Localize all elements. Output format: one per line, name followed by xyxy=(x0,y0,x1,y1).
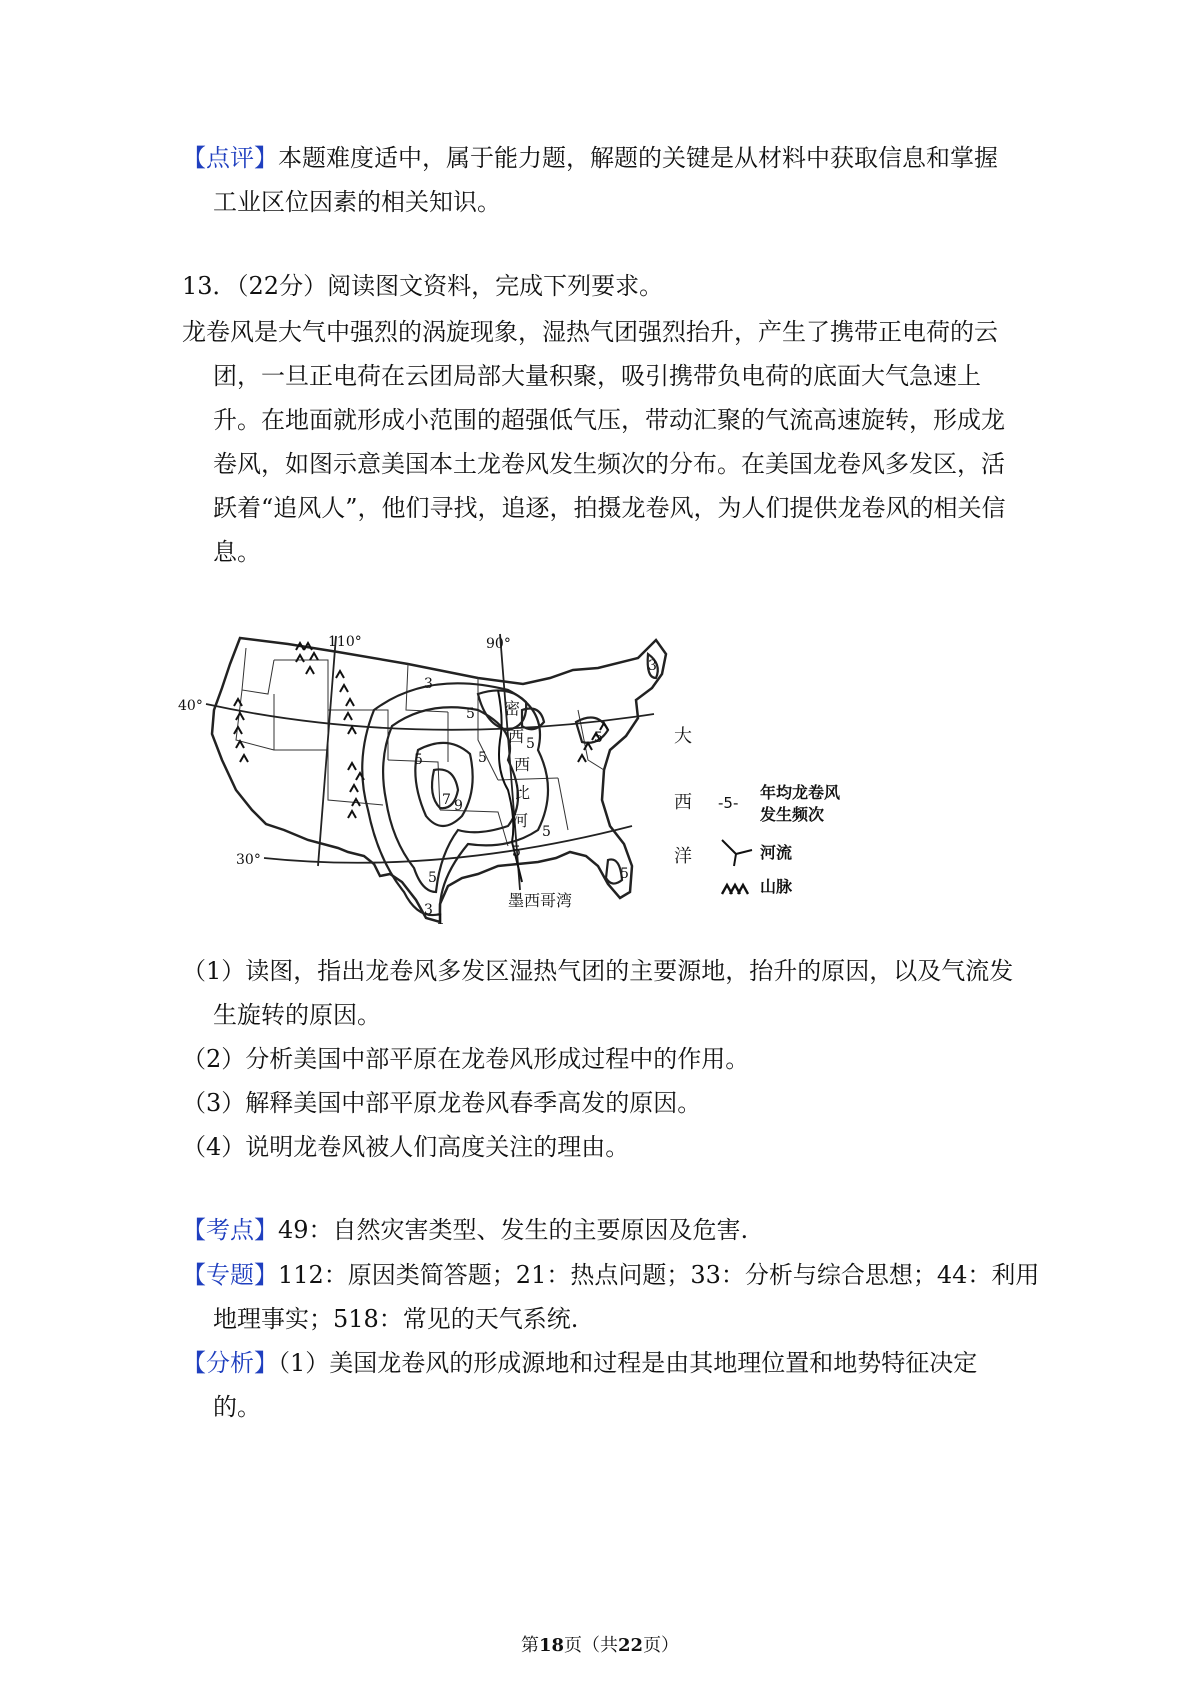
zhuanti-line-1 xyxy=(182,1259,1039,1291)
legend-mountain-label: 山脉 xyxy=(760,877,793,896)
fenxi-text: （1）美国龙卷风的形成源地和过程是由其地理位置和地势特征决定 xyxy=(278,1349,978,1377)
fenxi-tag: 【分析】 xyxy=(182,1349,278,1377)
river-char: 密 xyxy=(504,699,521,718)
subquestion-4: （4）说明龙卷风被人们高度关注的理由。 xyxy=(182,1133,630,1161)
footer-page-number: 18 xyxy=(538,1635,564,1656)
contour-label: 5 xyxy=(512,844,521,860)
contour-label: 1 xyxy=(436,912,445,928)
ocean-char: 洋 xyxy=(674,846,692,867)
question-para-line: 龙卷风是大气中强烈的涡旋现象，湿热气团强烈抬升，产生了携带正电荷的云 xyxy=(182,318,998,346)
contour-label: 3 xyxy=(424,902,433,918)
contour-label: 9 xyxy=(454,798,463,814)
page-footer xyxy=(0,1634,1200,1658)
map-legend xyxy=(718,783,841,896)
mountain-symbols xyxy=(234,643,608,818)
footer-pre: 第 xyxy=(520,1635,539,1656)
lon-110-label: 110° xyxy=(328,634,362,650)
subquestion-1-line-2: 生旋转的原因。 xyxy=(213,1001,381,1029)
frequency-contours xyxy=(362,654,658,915)
review-line-1 xyxy=(182,142,998,174)
contour-label: 7 xyxy=(442,792,451,808)
river-char: 西 xyxy=(514,755,531,774)
question-para-line: 跃着“追风人”，他们寻找，追逐，拍摄龙卷风，为人们提供龙卷风的相关信 xyxy=(213,494,1006,522)
review-tag: 【点评】 xyxy=(182,144,278,172)
contour-label: 5 xyxy=(542,824,551,840)
mississippi-label xyxy=(504,699,530,830)
river-char: 西 xyxy=(508,727,525,746)
question-para-line: 息。 xyxy=(213,538,261,566)
legend-freq-label-1: 年均龙卷风 xyxy=(760,783,841,802)
ocean-char: 大 xyxy=(674,726,692,747)
lon-90-label: 90° xyxy=(486,636,511,652)
meridian-110 xyxy=(318,636,336,866)
atlantic-label xyxy=(674,726,692,867)
tornado-frequency-map xyxy=(178,630,878,930)
question-para-line: 团，一旦正电荷在云团局部大量积聚，吸引携带负电荷的底面大气急速上 xyxy=(213,362,981,390)
contour-label: 5 xyxy=(478,750,487,766)
contour-label: 5 xyxy=(466,706,475,722)
lat-40-label: 40° xyxy=(178,698,203,714)
review-text: 本题难度适中，属于能力题，解题的关键是从材料中获取信息和掌握 xyxy=(278,144,998,172)
ocean-char: 西 xyxy=(674,792,692,813)
river-char: 河 xyxy=(512,811,529,830)
contour-label: 5 xyxy=(594,730,603,746)
contour-label: 5 xyxy=(428,870,437,886)
lat-30-label: 30° xyxy=(236,852,261,868)
kaodian-line xyxy=(182,1214,748,1246)
question-para-line: 卷风，如图示意美国本土龙卷风发生频次的分布。在美国龙卷风多发区，活 xyxy=(213,450,1005,478)
subquestion-3: （3）解释美国中部平原龙卷风春季高发的原因。 xyxy=(182,1089,702,1117)
review-line-2: 工业区位因素的相关知识。 xyxy=(213,188,501,216)
subquestion-2: （2）分析美国中部平原在龙卷风形成过程中的作用。 xyxy=(182,1045,750,1073)
contour-label: 5 xyxy=(620,866,629,882)
footer-mid: 页（共 xyxy=(564,1635,618,1656)
question-para-line: 升。在地面就形成小范围的超强低气压，带动汇聚的气流高速旋转，形成龙 xyxy=(213,406,1005,434)
legend-river-label: 河流 xyxy=(760,843,793,862)
question-header: 13．（22分）阅读图文资料，完成下列要求。 xyxy=(182,272,664,300)
contour-label: 5 xyxy=(526,736,535,752)
mountain-legend-icon xyxy=(722,885,748,894)
gulf-of-mexico-label: 墨西哥湾 xyxy=(508,891,573,910)
kaodian-text: 49：自然灾害类型、发生的主要原因及危害. xyxy=(278,1216,749,1244)
footer-total-pages: 22 xyxy=(618,1635,644,1656)
river-legend-icon xyxy=(722,840,752,866)
river-char: 比 xyxy=(514,783,531,802)
subquestion-1-line-1: （1）读图，指出龙卷风多发区湿热气团的主要源地，抬升的原因，以及气流发 xyxy=(182,957,1014,985)
legend-contour-symbol: -5- xyxy=(718,794,739,812)
zhuanti-text: 112：原因类简答题；21：热点问题；33：分析与综合思想；44：利用 xyxy=(278,1261,1040,1289)
zhuanti-line-2: 地理事实；518：常见的天气系统. xyxy=(213,1305,579,1333)
footer-post: 页） xyxy=(643,1635,680,1656)
kaodian-tag: 【考点】 xyxy=(182,1216,278,1244)
fenxi-line-2: 的。 xyxy=(213,1393,261,1421)
zhuanti-tag: 【专题】 xyxy=(182,1261,278,1289)
contour-value-labels xyxy=(414,658,657,928)
contour-label: 3 xyxy=(424,676,433,692)
contour-label: 3 xyxy=(648,658,657,674)
fenxi-line-1 xyxy=(182,1347,977,1379)
legend-freq-label-2: 发生频次 xyxy=(760,805,825,824)
contour-label: 5 xyxy=(414,752,423,768)
